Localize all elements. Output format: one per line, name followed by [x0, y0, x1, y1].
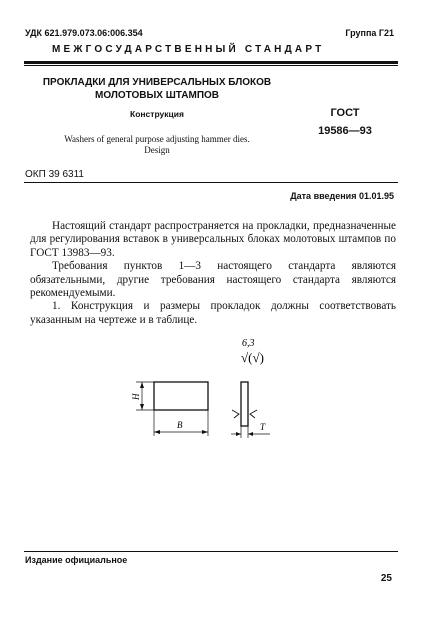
group-code: Группа Г21 [345, 28, 394, 38]
thickness-arrow-left [236, 432, 241, 436]
width-arrow-left [154, 430, 160, 434]
standard-type: МЕЖГОСУДАРСТВЕННЫЙ СТАНДАРТ [52, 44, 325, 55]
washer-front-view [154, 382, 208, 410]
english-title-line-2: Design [144, 145, 170, 155]
surface-mark-left [232, 410, 239, 418]
height-arrow-bottom [140, 404, 144, 410]
paragraph-clause-1: 1. Конструкция и размеры прокладок должны соответствовать указанным на чертеже и в таблице. [30, 300, 396, 326]
thickness-arrow-right [248, 432, 253, 436]
title-line-1: ПРОКЛАДКИ ДЛЯ УНИВЕРСАЛЬНЫХ БЛОКОВ [42, 77, 272, 88]
title-line-2: МОЛОТОВЫХ ШТАМПОВ [94, 90, 220, 101]
udk-code: УДК 621.979.073.06:006.354 [25, 28, 143, 38]
header-rule-thick [24, 61, 398, 64]
english-title-line-1: Washers of general purpose adjusting hammer dies. [64, 134, 250, 144]
roughness-symbol: √(√) [241, 350, 264, 365]
washer-drawing [100, 330, 300, 450]
height-arrow-top [140, 382, 144, 388]
footer-rule [24, 551, 398, 552]
paragraph-scope: Настоящий стандарт распространяется на прокладки, предназначенные для регулирования вставок в универсальных блоках молотовых штампов по ГОСТ 13983—93. [30, 220, 396, 259]
thickness-label: T [260, 422, 266, 432]
roughness-value: 6,3 [242, 338, 255, 349]
edition-note: Издание официальное [25, 555, 128, 565]
paragraph-requirements: Требования пунктов 1—3 настоящего стандарта являются обязательными, другие требования настоящего стандарта являются рекомендуемыми. [30, 260, 396, 300]
effective-date: Дата введения 01.01.95 [290, 191, 394, 201]
document-title [24, 76, 290, 102]
washer-side-view [241, 382, 248, 426]
page-number: 25 [380, 573, 392, 584]
gost-number: 19586—93 [318, 125, 372, 137]
height-label: H [131, 393, 141, 400]
gost-block [300, 104, 390, 140]
width-arrow-right [202, 430, 208, 434]
body-text [30, 220, 396, 327]
gost-label: ГОСТ [330, 107, 360, 119]
english-title [24, 134, 290, 156]
section-rule [24, 182, 398, 183]
okp-code: ОКП 39 6311 [25, 169, 84, 180]
document-subtitle: Конструкция [130, 109, 184, 119]
width-label: B [177, 420, 183, 430]
header-rule-thin [24, 65, 398, 66]
surface-mark-right [250, 410, 257, 418]
